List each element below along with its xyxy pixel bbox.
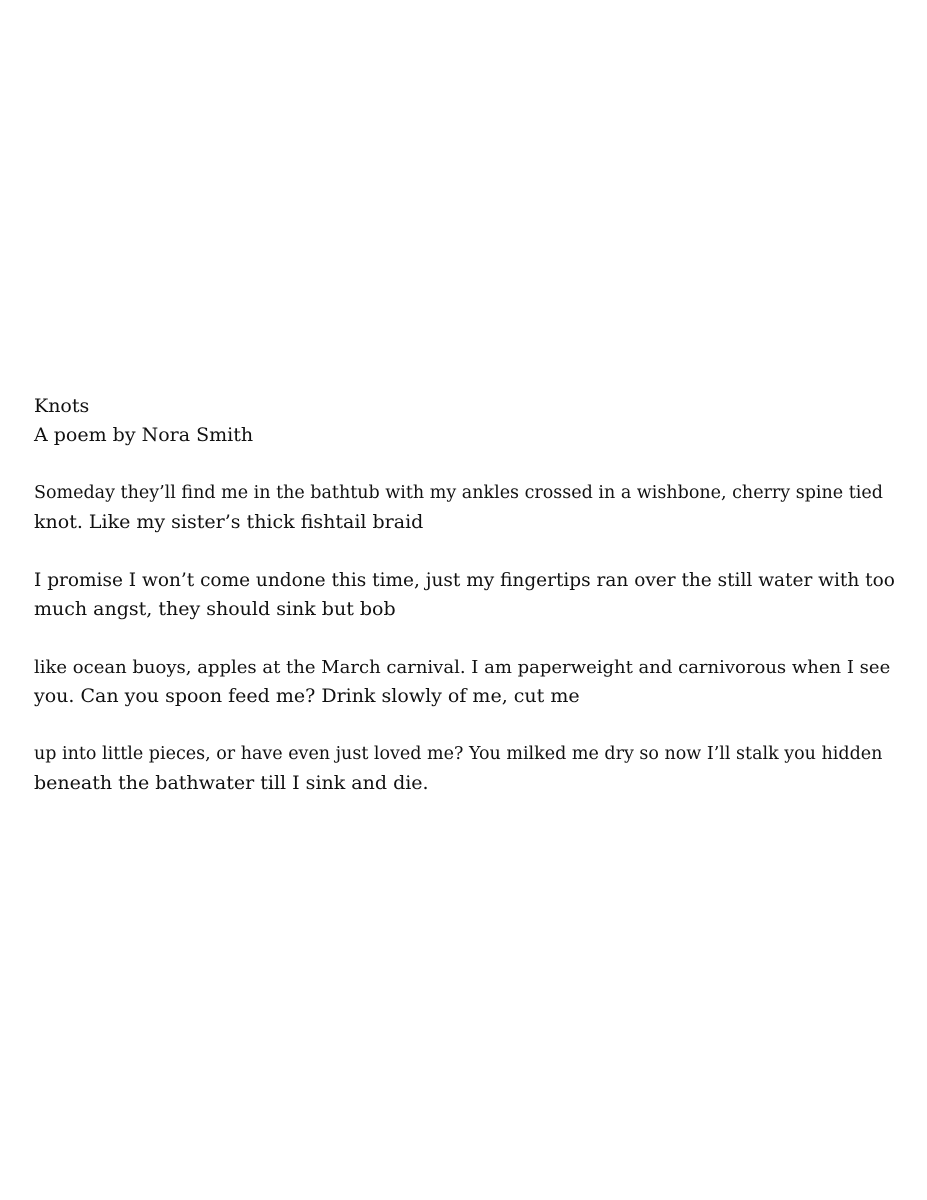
stanza-line: beneath the bathwater till I sink and die.	[34, 772, 429, 794]
stanza-line: you. Can you spoon feed me? Drink slowly of me, cut me	[34, 685, 580, 707]
poem-title: Knots	[34, 395, 90, 417]
poem-byline: A poem by Nora Smith	[34, 424, 254, 446]
stanza-line: knot. Like my sister’s thick fishtail braid	[34, 511, 424, 533]
stanza-line: Someday they’ll find me in the bathtub with my ankles crossed in a wishbone, cherry spine tied	[34, 483, 883, 503]
stanza-line: much angst, they should sink but bob	[34, 598, 396, 620]
poem-body	[34, 392, 904, 798]
stanza-3	[34, 653, 904, 711]
stanza-line: up into little pieces, or have even just loved me? You milked me dry so now I’ll stalk you hidden	[34, 744, 883, 764]
stanza-4	[34, 740, 904, 798]
stanza-line: I promise I won’t come undone this time, just my fingertips ran over the still water with too	[34, 570, 895, 591]
stanza-2	[34, 566, 904, 624]
stanza-1	[34, 479, 904, 537]
stanza-line: like ocean buoys, apples at the March carnival. I am paperweight and carnivorous when I see	[34, 657, 891, 678]
